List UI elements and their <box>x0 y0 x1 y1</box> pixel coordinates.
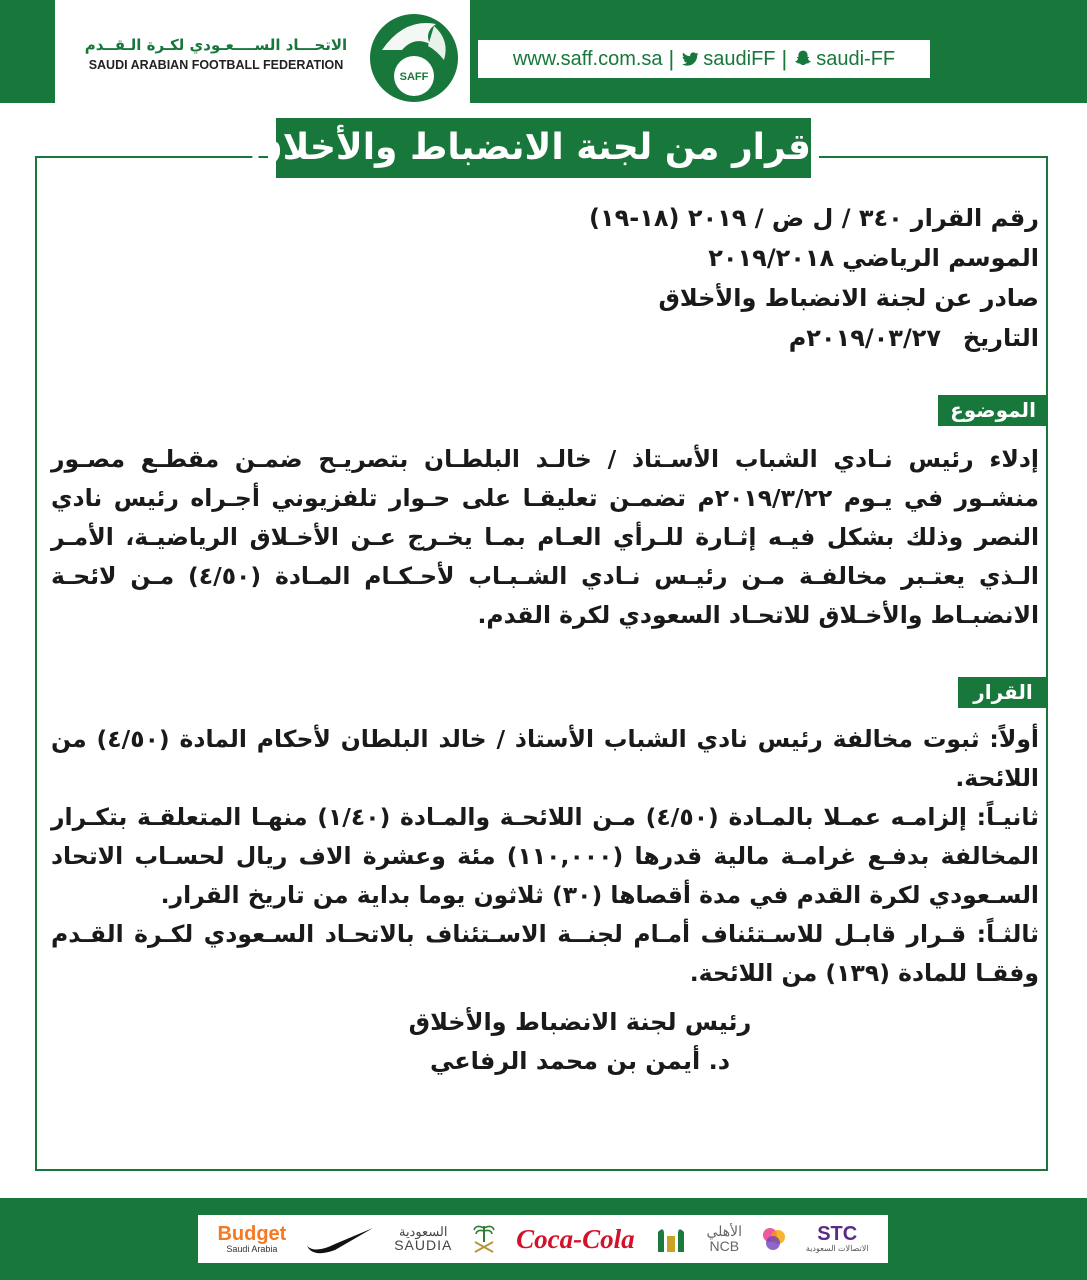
meta-label: صادر عن <box>934 284 1039 312</box>
ncb-arabic: الأهلي <box>706 1223 743 1240</box>
palm-swords-emblem-icon <box>471 1222 497 1256</box>
document-title: قرار من لجنة الانضباط والأخلاق <box>276 118 811 178</box>
signatory-title: رئيس لجنة الانضباط والأخلاق <box>408 1008 752 1036</box>
twitter-link[interactable] <box>680 48 775 71</box>
website-link[interactable] <box>513 48 663 71</box>
sponsor-ncb <box>707 1224 743 1253</box>
budget-subtitle: Saudi Arabia <box>226 1243 278 1254</box>
sponsor-budget <box>217 1224 286 1254</box>
meta-decision-number <box>439 204 1039 232</box>
meta-value: لجنة الانضباط والأخلاق <box>658 284 927 312</box>
snapchat-handle: saudi-FF <box>816 47 896 70</box>
meta-label: التاريخ <box>962 324 1039 352</box>
saudia-english: SAUDIA <box>394 1237 453 1254</box>
decision-item: أولاً: ثبوت مخالفة رئيس نادي الشباب الأستاذ / خالد البلطان لأحكام المادة (٤/٥٠) من اللائحة. <box>51 725 1039 792</box>
decision-item: ثالثـاً: قـرار قابـل للاسـتئناف أمـام لجنــة الاسـتئناف بالاتحـاد السـعودي لكـرة القـدم وفقـا للمادة (١٣٩) من اللائحة. <box>51 920 1039 987</box>
divider: | <box>781 46 788 71</box>
twitter-handle: saudiFF <box>703 47 776 70</box>
header-left-bar <box>0 0 55 103</box>
decision-list <box>51 720 1039 993</box>
stc-logo-text: STC <box>817 1223 858 1246</box>
header-links <box>478 40 930 78</box>
stc-swirl-icon <box>761 1226 787 1252</box>
snapchat-link[interactable] <box>793 48 895 71</box>
federation-name-english: SAUDI ARABIAN FOOTBALL FEDERATION <box>88 58 344 72</box>
meta-label: رقم القرار <box>910 204 1039 232</box>
ncb-english: NCB <box>709 1238 740 1254</box>
sponsor-saudia <box>394 1225 452 1253</box>
sponsor-stc <box>806 1224 869 1253</box>
snapchat-icon <box>793 49 813 69</box>
title-box <box>250 112 819 184</box>
saff-logo-icon <box>364 10 464 104</box>
meta-label: الموسم الرياضي <box>842 244 1039 272</box>
sponsor-cocacola: Coca-Cola <box>516 1223 635 1254</box>
sponsors-strip <box>198 1215 888 1263</box>
twitter-icon <box>680 49 700 69</box>
stc-subtitle: الاتصالات السعودية <box>805 1244 869 1254</box>
website-text: www.saff.com.sa <box>512 47 663 70</box>
meta-value: ٣٤٠ / ل ض / ٢٠١٩ (١٨-١٩) <box>588 204 903 232</box>
meta-issued-by <box>439 284 1039 312</box>
budget-logo-text: Budget <box>217 1222 287 1245</box>
divider: | <box>668 46 675 71</box>
decision-item: ثانيـاً: إلزامـه عمـلا بالمـادة (٤/٥٠) مـن اللائحـة والمـادة (١/٤٠) منهـا المتعلقـة بتكـرار المخالفة بدفـع غرامـة مالية قدرها (١١٠,٠٠٠) مئة وعشرة الاف ريال لحسـاب الاتحاد السـعودي لكرة القدم في مدة أقصاها (٣٠) ثلاثون يوما بداية من تاريخ القرار. <box>51 803 1040 909</box>
subject-paragraph <box>51 440 1039 635</box>
subject-heading: الموضوع <box>938 395 1048 426</box>
nike-swoosh-icon <box>305 1224 375 1254</box>
subject-text: إدلاء رئيس نـادي الشباب الأسـتاذ / خالـد البلطـان بتصريـح ضمـن مقطـع مصـور منشـور في يـوم ٢٠١٩/٣/٢٢م تضمـن تعليقـا على حـوار تلفزيوني أجـراه رئيس نادي النصر وذلك بشكل فيـه إثـارة للـرأي العـام بمـا يخـرج عـن الأخـلاق الرياضيـة، الأمـر الـذي يعتـبر مخالفـة مـن رئيـس نـادي الشـبـاب لأحـكـام المـادة (٤/٥٠) مـن لائحـة الانضبـاط والأخـلاق للاتحـاد السعودي لكرة القدم. <box>51 445 1039 629</box>
meta-value: ٢٠١٩/٢٠١٨ <box>708 244 835 272</box>
saudia-arabic: السعودية <box>398 1223 448 1239</box>
signatory-name: د. أيمن بن محمد الرفاعي <box>429 1047 731 1075</box>
meta-date <box>439 324 1039 352</box>
meta-value: ٢٠١٩/٠٣/٢٧م <box>788 324 941 352</box>
meta-season <box>439 244 1039 272</box>
federation-name-arabic: الاتحـــاد الســــعـودي لكـرة الـقــدم <box>84 36 348 54</box>
logo-text: SAFF <box>399 71 429 83</box>
ncb-emblem-icon <box>654 1222 688 1256</box>
decision-heading: القرار <box>958 677 1048 708</box>
